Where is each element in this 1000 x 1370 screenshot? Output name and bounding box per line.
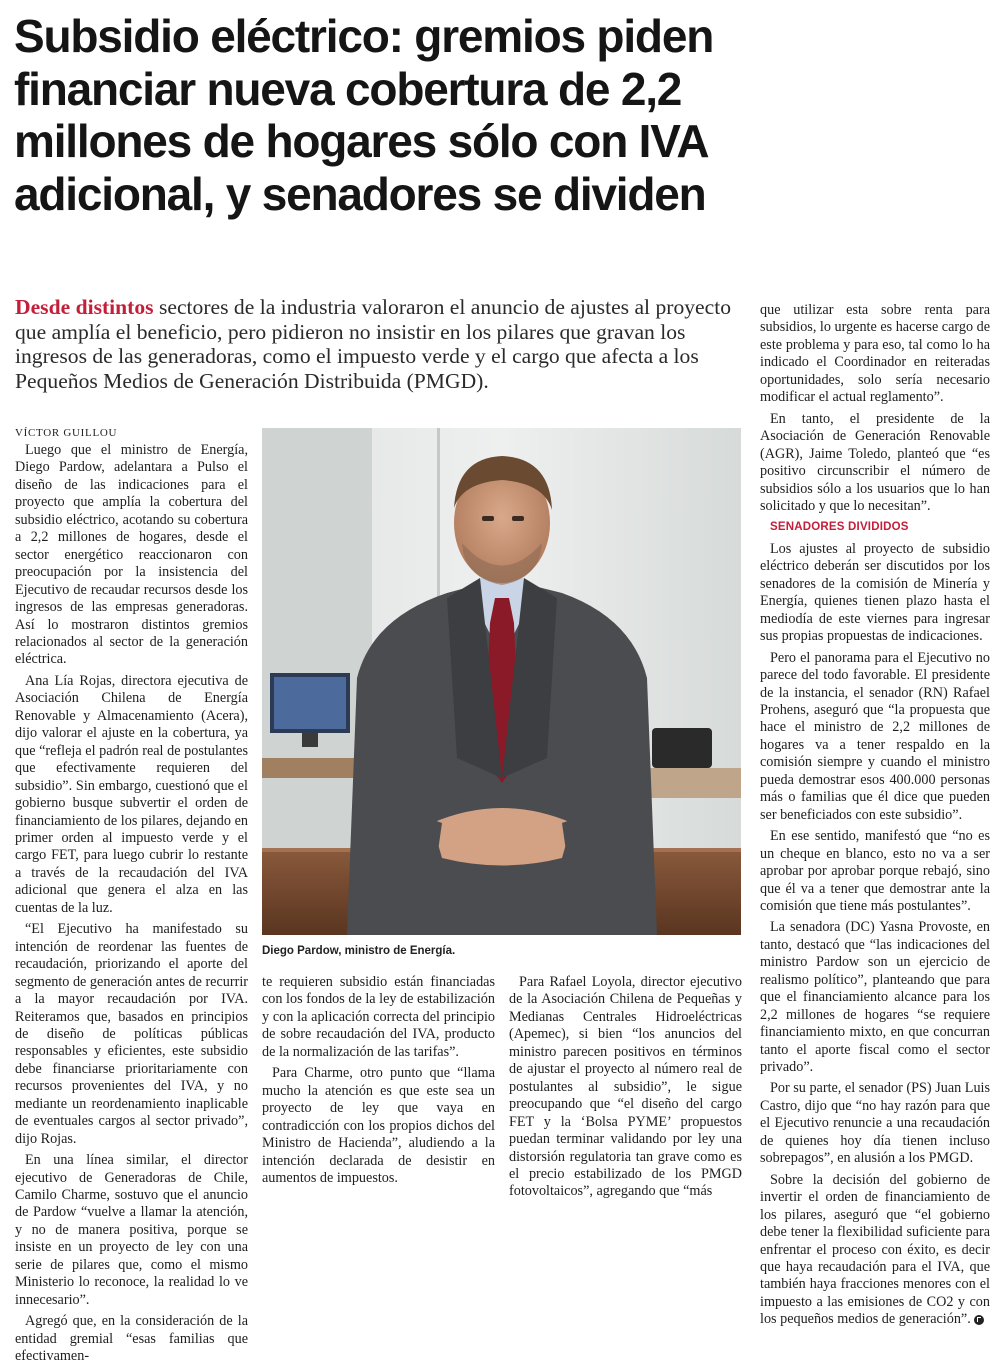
paragraph: Luego que el ministro de Energía, Diego Pardow, adelantara a Pulso el diseño de las indicaciones para el proyecto que amplía la cobertura del subsidio eléctrico, acotando su cobertura a 2,2 millones de hogares, desde el sector energético reaccionaron con preocupación por la insistencia del Ejecutivo de recaudar recursos desde los ingresos de las empresas generadoras. Así lo mostraron distintos gremios relacionados al sector de la generación eléctrica. [15,442,248,668]
column-4 [760,302,990,1333]
paragraph: Agregó que, en la consideración de la entidad gremial “esas familias que efectivamen- [15,1313,248,1365]
column-1 [15,442,248,1370]
photo-caption: Diego Pardow, ministro de Energía. [262,945,456,957]
paragraph: La senadora (DC) Yasna Provoste, en tanto, destacó que “las indicaciones del ministro Pardow son un ejercicio de realismo político”, planteando que para que el financiamiento alcance para los 2,2 millones de hogares “se requiere financiamiento mixto, en que concurran tanto el aporte fiscal como el sector privado”. [760,919,990,1076]
lead-text: sectores de la industria valoraron el anuncio de ajustes al proyecto que amplía el beneficio, pero pidieron no insistir en los pilares que gravan los ingresos de las generadoras, como el impuesto verde y el cargo que afecta a los Pequeños Medios de Generación Distribuida (PMGD). [15,295,732,393]
paragraph: En una línea similar, el director ejecutivo de Generadoras de Chile, Camilo Charme, sostuvo que el anuncio de Pardow “vuelve a llamar la atención, y no de manera positiva, porque se insiste en un proyecto de ley con una serie de pilares que, como el mismo Ministerio lo reconoce, la realidad lo ve innecesario”. [15,1152,248,1308]
headline: Subsidio eléctrico: gremios piden financiar nueva cobertura de 2,2 millones de hogares sólo con IVA adicional, y senadores se dividen [14,10,714,220]
paragraph: Para Charme, otro punto que “llama mucho la atención es que este sea un proyecto de ley que vaya en contradicción con los propios dichos del Ministro de Hacienda”, aludiendo a la intención declarada de desistir en aumentos de impuestos. [262,1065,495,1186]
photo [262,428,741,935]
paragraph: En tanto, el presidente de la Asociación de Generación Renovable (AGR), Jaime Toledo, planteó que “es positivo circunscribir el número de subsidios sólo a los usuarios que lo han solicitado y que lo necesitan”. [760,410,990,514]
lead-highlight: Desde distintos [15,295,154,319]
paragraph: que utilizar esta sobre renta para subsidios, lo urgente es hacerse cargo de este problema y para eso, tal como lo ha indicado el Coordinador en reiteradas oportunidades, solo sería necesario modificar el actual reglamento”. [760,302,990,406]
paragraph-text: Sobre la decisión del gobierno de invertir el orden de financiamiento de los pilares, aseguró que “el gobierno debe tener la flexibilidad suficiente para enfrentar el proceso con éxito, es decir que haya recaudación para el IVA, que también haya fracciones menores con el impuesto a las emisiones de CO2 y con los pequeños medios de generación”. [760,1171,990,1328]
paragraph-final [760,1172,990,1329]
end-mark-icon [974,1315,984,1325]
lead-paragraph [15,295,745,393]
paragraph: Ana Lía Rojas, directora ejecutiva de Asociación Chilena de Energía Renovable y Almacenamiento (Acera), dijo valorar el ajuste en la cobertura, ya que “refleja el padrón real de postulantes que efectivamente requieren del subsidio”. Sin embargo, cuestionó que el gobierno busque subvertir el orden de financiamiento de los pilares, dejando en primer orden al impuesto verde y el cargo FET, para luego cubrir lo restante a través de la recaudación del IVA adicional que genera el alza en las cuentas de la luz. [15,672,248,916]
portrait-photo-illustration [262,428,741,935]
paragraph: Para Rafael Loyola, director ejecutivo de la Asociación Chilena de Pequeñas y Medianas Centrales Hidroeléctricas (Apemec), si bien “los anuncios del ministro parecen positivos en términos de ajustar el proyecto al número real de postulantes al subsidio”, le sigue preocupando que “el diseño del cargo FET y la ‘Bolsa PYME’ propuestos puedan terminar validando por ley una distorsión regulatoria tan grave como es el precio estabilizado de los PMGD fotovoltaicos”, agregando que “más [509,974,742,1200]
paragraph: Por su parte, el senador (PS) Juan Luis Castro, dijo que “no hay razón para que el Ejecutivo renuncie a una recaudación de quienes hoy día tienen incluso sobrepagos”, en alusión a los PMGD. [760,1080,990,1167]
section-subhead: SENADORES DIVIDIDOS [770,521,909,534]
paragraph: Pero el panorama para el Ejecutivo no parece del todo favorable. El presidente de la instancia, el senador (RN) Rafael Prohens, aseguró que “la propuesta que hace el ministro de 2,2 millones de hogares va a tener respaldo en la comisión siempre y cuando el ministro pueda demostrar esos 400.000 personas más o familias que él dice que pueden ser beneficiados con este subsidio”. [760,649,990,823]
paragraph: “El Ejecutivo ha manifestado su intención de reordenar las fuentes de recaudación, priorizando el aporte del segmento de generación antes de recurrir a la mayor recaudación por IVA. Reiteramos que, basados en principios de diseño de políticas públicas responsables y eficientes, este subsidio debe financiarse prioritariamente con recursos provenientes del IVA, y no mediante un reordenamiento inaplicable de eventuales cargos al sector privado”, dijo Rojas. [15,921,248,1147]
paragraph: te requieren subsidio están financiadas con los fondos de la ley de estabilización y con la aplicación correcta del principio de sobre recaudación del IVA, producto de la normalización de las tarifas”. [262,974,495,1060]
paragraph: En ese sentido, manifestó que “no es un cheque en blanco, esto no va a ser aprobar por aprobar porque rebajó, sino que él va a tener que demostrar ante la comisión que tiene más postulantes”. [760,828,990,914]
paragraph: Los ajustes al proyecto de subsidio eléctrico deberán ser discutidos por los senadores de la comisión de Minería y Energía, quienes tienen plazo hasta el mediodía de este viernes para ingresar sus propias propuestas de indicaciones. [760,540,990,645]
byline: VÍCTOR GUILLOU [15,427,118,439]
column-3 [509,974,742,1205]
column-2 [262,974,495,1191]
